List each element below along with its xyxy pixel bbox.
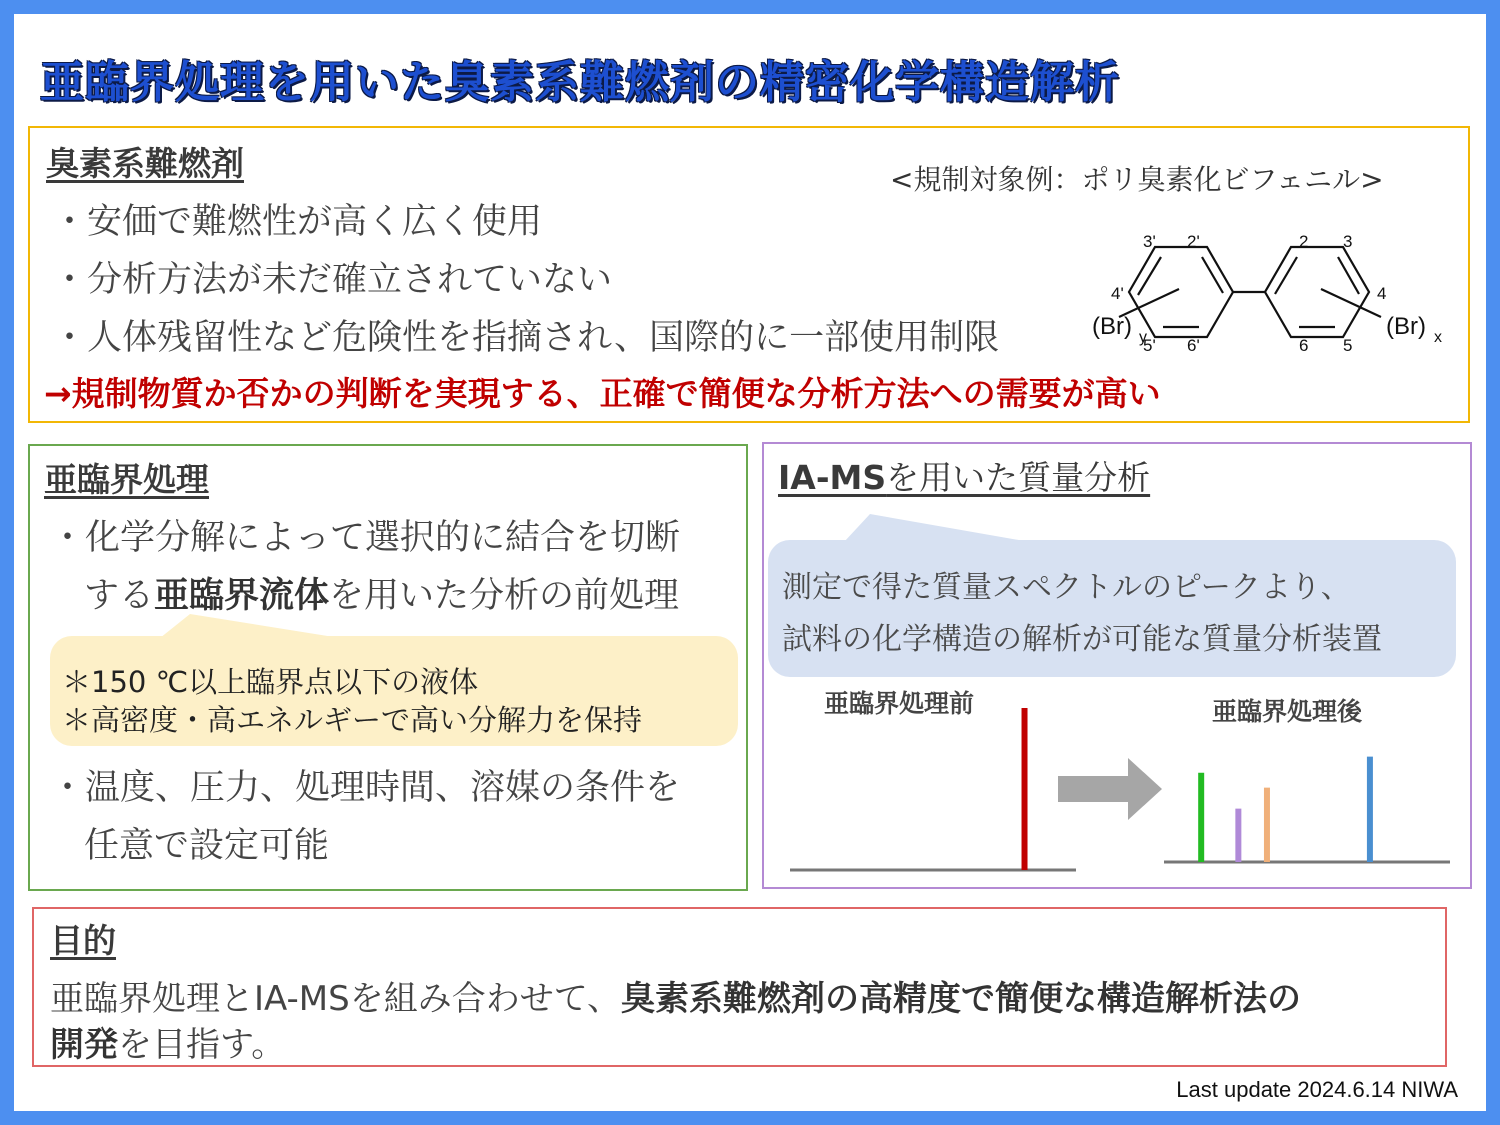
pos-3prime: 3' (1143, 232, 1156, 251)
callout-line-1: 測定で得た質量スペクトルのピークより、 (782, 570, 1351, 605)
subcritical-bullet-2b: 任意で設定可能 (84, 826, 330, 866)
right-benzene-ring (1265, 247, 1369, 337)
note-line-1: ＊150 ℃以上臨界点以下の液体 (62, 665, 479, 699)
ms-callout (768, 540, 1456, 677)
ms-heading (778, 452, 1150, 499)
goal-line-2-post: を目指す。 (118, 1025, 286, 1065)
pos-4prime: 4' (1111, 284, 1124, 303)
flame-conclusion: →規制物質か否かの判断を実現する、正確で簡便な分析方法への需要が高い (44, 374, 1161, 413)
left-br-index: y (1139, 329, 1147, 346)
after-label: 亜臨界処理後 (1212, 697, 1363, 726)
flame-bullet-3: ・人体残留性など危険性を指摘され、国際的に一部使用制限 (52, 318, 1000, 358)
pos-2prime: 2' (1187, 232, 1200, 251)
pbb-structure-diagram (1059, 199, 1469, 369)
bullet-1b-pre: する (84, 576, 155, 616)
left-benzene-ring (1129, 247, 1233, 337)
ms-heading-bold: IA-MS (778, 458, 887, 497)
right-br-label: (Br) (1386, 313, 1426, 340)
pos-4: 4 (1377, 284, 1387, 303)
note-line-2: ＊高密度・高エネルギーで高い分解力を保持 (62, 703, 643, 737)
pos-5: 5 (1343, 336, 1353, 355)
example-label: <規制対象例：ポリ臭素化ビフェニル> (890, 163, 1384, 196)
subcritical-bullet-1b (84, 568, 679, 618)
bullet-1b-bold: 亜臨界流体 (154, 576, 330, 616)
flame-heading: 臭素系難燃剤 (46, 144, 244, 183)
arrow-right-icon (1054, 754, 1166, 824)
poster-page (14, 14, 1486, 1111)
pos-6prime: 6' (1187, 336, 1200, 355)
pos-6: 6 (1299, 336, 1309, 355)
ms-heading-rest: を用いた質量分析 (886, 458, 1151, 497)
last-update: Last update 2024.6.14 NIWA (1176, 1077, 1458, 1102)
goal-line-1 (50, 971, 1301, 1020)
before-label: 亜臨界処理前 (824, 689, 975, 718)
pos-2: 2 (1299, 232, 1309, 251)
spectrum-after (1164, 734, 1450, 866)
note-bubble-tail (160, 614, 340, 638)
goal-line-2 (50, 1017, 285, 1066)
right-br-bond (1321, 289, 1381, 317)
flame-bullet-2: ・分析方法が未だ確立されていない (52, 260, 613, 300)
subcritical-heading: 亜臨界処理 (44, 460, 209, 499)
spectrum-before (790, 704, 1076, 874)
goal-section (32, 907, 1447, 1067)
pos-3: 3 (1343, 232, 1353, 251)
goal-line-1-pre: 亜臨界処理とIA-MSを組み合わせて、 (50, 979, 622, 1019)
subcritical-bullet-2a: ・温度、圧力、処理時間、溶媒の条件を (50, 768, 681, 808)
ia-ms-section (762, 442, 1472, 889)
page-title: 亜臨界処理を用いた臭素系難燃剤の精密化学構造解析 (40, 57, 1120, 108)
pos-5prime: 5' (1143, 336, 1156, 355)
subcritical-bullet-1a: ・化学分解によって選択的に結合を切断 (50, 518, 681, 558)
bullet-1b-post: を用いた分析の前処理 (329, 576, 680, 616)
left-br-label: (Br) (1092, 313, 1132, 340)
flame-bullet-1: ・安価で難燃性が高く広く使用 (52, 202, 543, 242)
callout-tail (844, 514, 1030, 542)
subcritical-section (28, 444, 748, 891)
goal-line-2-bold: 開発 (50, 1025, 118, 1065)
goal-line-1-bold: 臭素系難燃剤の高精度で簡便な構造解析法の (621, 979, 1302, 1019)
callout-line-2: 試料の化学構造の解析が可能な質量分析装置 (782, 622, 1382, 657)
note-bubble (50, 636, 738, 746)
goal-heading: 目的 (50, 921, 116, 960)
right-br-index: x (1434, 329, 1442, 346)
